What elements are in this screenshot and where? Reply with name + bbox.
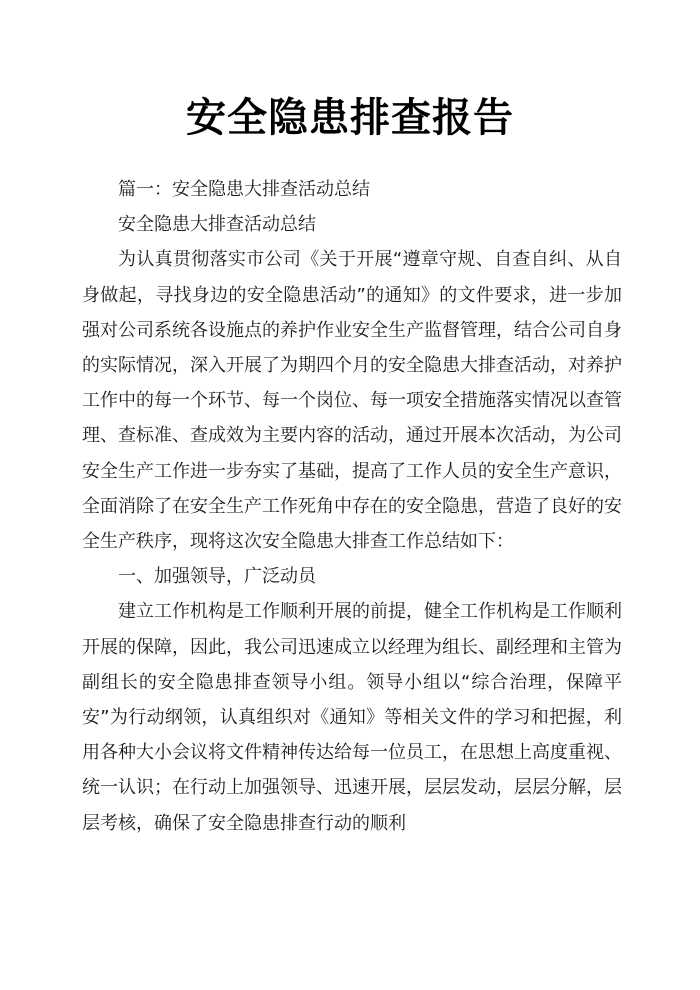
document-title: 安全隐患排查报告 xyxy=(186,95,514,141)
paragraph-leadership: 建立工作机构是工作顺利开展的前提，健全工作机构是工作顺利开展的保障，因此，我公司迅速成立以经理为组长、副经理和主管为副组长的安全隐患排查领导小组。领导小组以“综合治理，保障平安”为行动纲领，认真组织对《通知》等相关文件的学习和把握，利用各种大小会议将文件精神传达给每一位员工，在思想上高度重视、统一认识；在行动上加强领导、迅速开展，层层发动，层层分解，层层考核，确保了安全隐患排查行动的顺利 xyxy=(82,601,622,834)
paragraph-subtitle: 篇一：安全隐患大排查活动总结 xyxy=(118,179,370,200)
paragraph-intro: 为认真贯彻落实市公司《关于开展“遵章守规、自查自纠、从自身做起，寻找身边的安全隐患活动”的通知》的文件要求，进一步加强对公司系统各设施点的养护作业安全生产监督管理，结合公司自身的实际情况，深入开展了为期四个月的安全隐患大排查活动，对养护工作中的每一个环节、每一个岗位、每一项安全措施落实情况以查管理、查标准、查成效为主要内容的活动，通过开展本次活动，为公司安全生产工作进一步夯实了基础，提高了工作人员的安全生产意识，全面消除了在安全生产工作死角中存在的安全隐患，营造了良好的安全生产秩序，现将这次安全隐患大排查工作总结如下： xyxy=(82,249,622,553)
document-body xyxy=(82,172,622,841)
paragraph-section-title: 安全隐患大排查活动总结 xyxy=(118,214,316,236)
paragraph-heading-1: 一、加强领导，广泛动员 xyxy=(118,566,316,588)
